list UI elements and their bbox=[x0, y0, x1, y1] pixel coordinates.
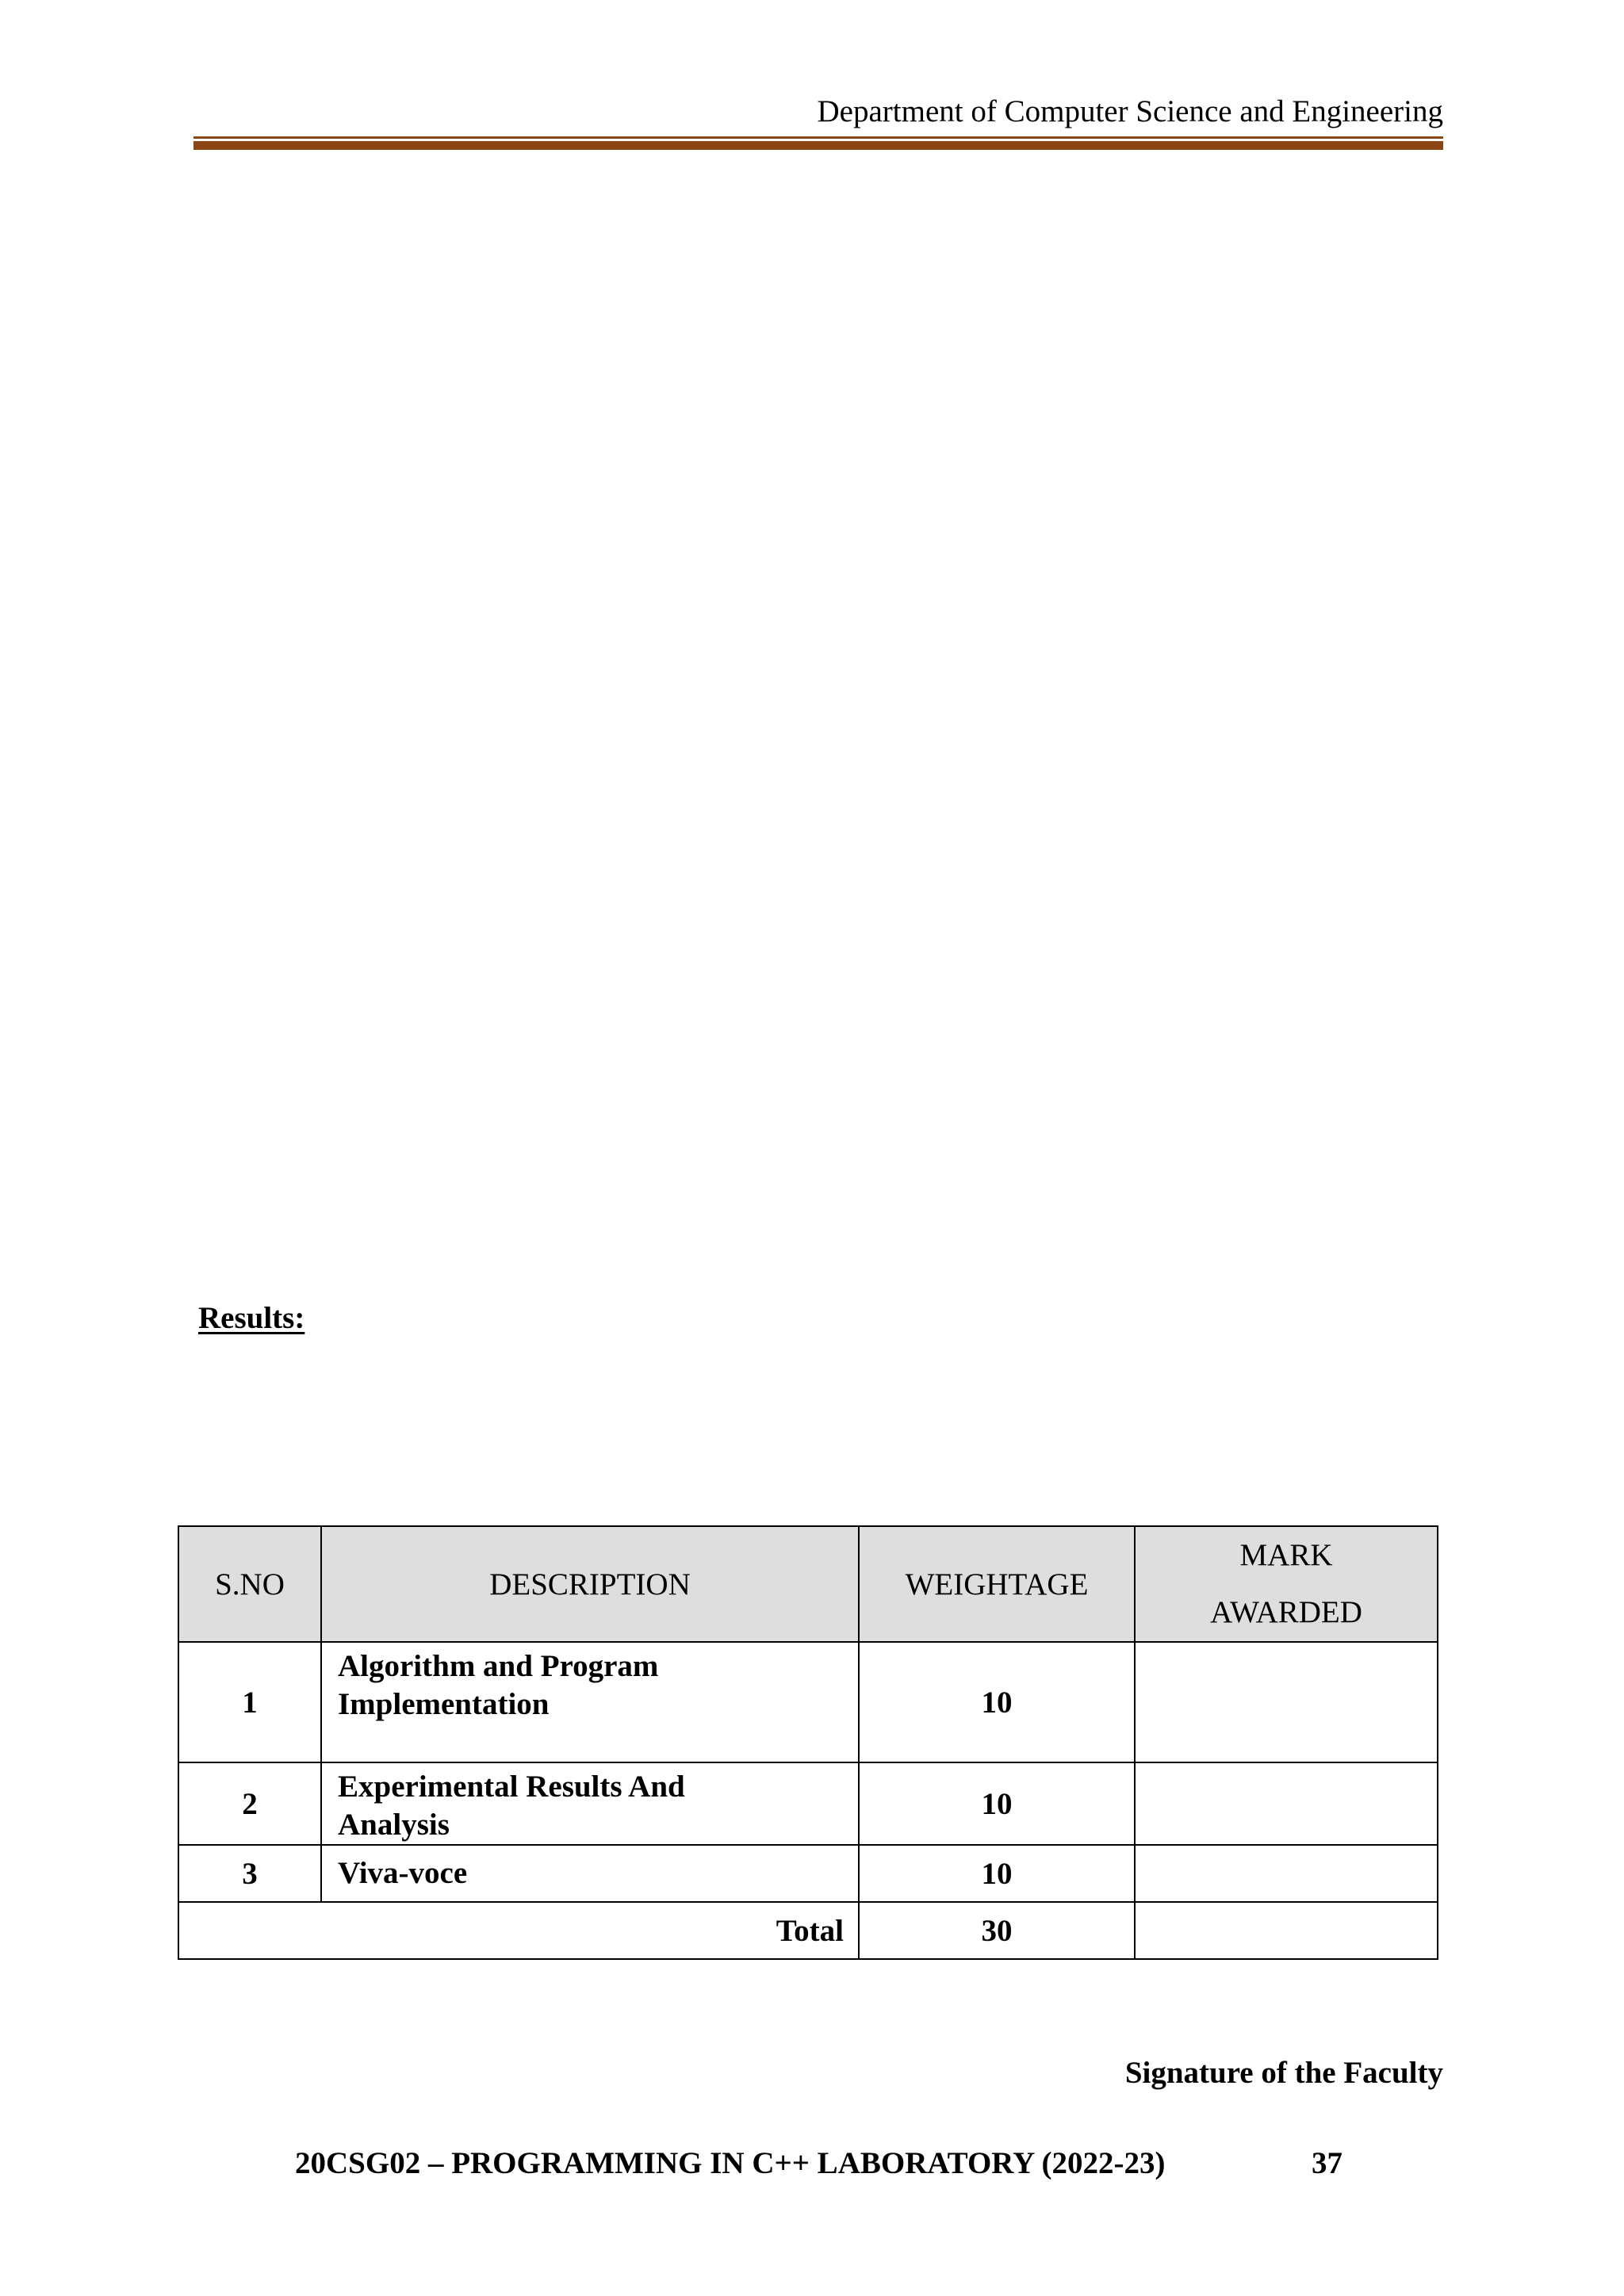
table-row bbox=[178, 1642, 1438, 1762]
marks-table bbox=[178, 1525, 1438, 1960]
column-header-weightage: WEIGHTAGE bbox=[859, 1526, 1135, 1642]
description-line: Analysis bbox=[338, 1808, 450, 1842]
description-line: Experimental Results And bbox=[338, 1770, 685, 1804]
mark-awarded-line2: AWARDED bbox=[1210, 1595, 1362, 1629]
cell-weightage: 10 bbox=[859, 1642, 1135, 1762]
header-rule-thin bbox=[193, 136, 1443, 139]
table-row bbox=[178, 1845, 1438, 1902]
cell-weightage: 10 bbox=[859, 1762, 1135, 1845]
description-line: Implementation bbox=[338, 1687, 550, 1721]
cell-sno: 1 bbox=[178, 1642, 321, 1762]
cell-description: Viva-voce bbox=[321, 1845, 859, 1902]
column-header-sno: S.NO bbox=[178, 1526, 321, 1642]
cell-description bbox=[321, 1642, 859, 1762]
total-weightage: 30 bbox=[859, 1902, 1135, 1959]
cell-sno: 2 bbox=[178, 1762, 321, 1845]
table-header-row bbox=[178, 1526, 1438, 1642]
cell-description bbox=[321, 1762, 859, 1845]
header-rule-thick bbox=[193, 141, 1443, 150]
description-line: Algorithm and Program bbox=[338, 1649, 659, 1683]
results-heading: Results: bbox=[198, 1301, 305, 1335]
course-title: 20CSG02 – PROGRAMMING IN C++ LABORATORY (2022-23) bbox=[295, 2146, 1166, 2180]
cell-mark-awarded[interactable] bbox=[1135, 1845, 1438, 1902]
total-label: Total bbox=[178, 1902, 859, 1959]
cell-sno: 3 bbox=[178, 1845, 321, 1902]
column-header-mark-awarded bbox=[1135, 1526, 1438, 1642]
faculty-signature-label: Signature of the Faculty bbox=[1124, 2056, 1443, 2090]
cell-weightage: 10 bbox=[859, 1845, 1135, 1902]
department-title: Department of Computer Science and Engineering bbox=[817, 94, 1443, 128]
table-row bbox=[178, 1762, 1438, 1845]
cell-mark-awarded[interactable] bbox=[1135, 1642, 1438, 1762]
column-header-description: DESCRIPTION bbox=[321, 1526, 859, 1642]
page-number: 37 bbox=[1312, 2146, 1342, 2180]
cell-mark-awarded[interactable] bbox=[1135, 1762, 1438, 1845]
total-mark-awarded[interactable] bbox=[1135, 1902, 1438, 1959]
table-total-row bbox=[178, 1902, 1438, 1959]
mark-awarded-line1: MARK bbox=[1239, 1538, 1333, 1572]
